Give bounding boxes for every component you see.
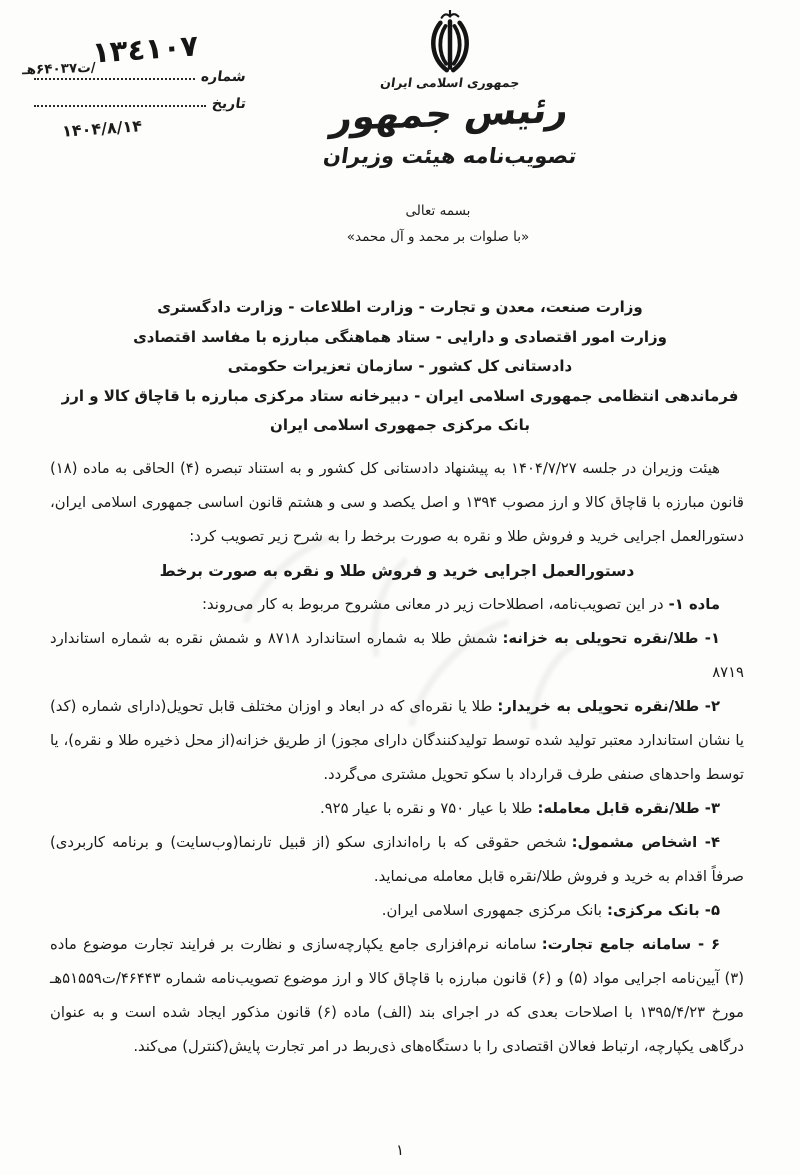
definition-item-3 bbox=[50, 792, 744, 826]
iran-coat-of-arms-icon bbox=[413, 10, 487, 74]
page-number: ۱ bbox=[395, 1141, 405, 1159]
definition-2-term: ۲- طلا/نقره تحویلی به خریدار: bbox=[497, 698, 720, 715]
invocation-block bbox=[38, 203, 800, 245]
registration-stamp-number: ١٣٤١٠٧ bbox=[90, 28, 200, 70]
directive-title: دستورالعمل اجرایی خرید و فروش طلا و نقره به صورت برخط bbox=[159, 562, 635, 580]
date-dotted-leader bbox=[34, 104, 206, 107]
definition-5-term: ۵- بانک مرکزی: bbox=[607, 902, 720, 919]
recipient-line: بانک مرکزی جمهوری اسلامی ایران bbox=[270, 416, 530, 434]
number-label: شماره bbox=[200, 69, 248, 85]
date-label: تاریخ bbox=[210, 96, 248, 112]
article-1-paragraph bbox=[50, 588, 744, 622]
article-1-text: در این تصویب‌نامه، اصطلاحات زیر در معانی مشروح مربوط به کار می‌روند: bbox=[202, 596, 664, 613]
preamble-paragraph: هیئت وزیران در جلسه ۱۴۰۴/۷/۲۷ به پیشنهاد دادستانی کل کشور و به استناد تبصره (۴) الحاقی به ماده (۱۸) قانون مبارزه با قاچاق کالا و ارز مصوب ۱۳۹۴ و اصل یکصد و سی و هشتم قانون اساسی جمهوری اسلامی ایران، دستورالعمل اجرایی خرید و فروش طلا و نقره به صورت برخط را به شرح زیر تصویب کرد: bbox=[50, 460, 744, 545]
definition-2-text: طلا یا نقره‌ای که در ابعاد و اوزان مختلف قابل تحویل(دارای شماره (کد) یا نشان استاندارد معتبر تولید شده توسط تولیدکنندگان دارای مجوز) از طریق خزانه(از محل ذخیره طلا و نقره)، یا توسط واحدهای صنفی طرف قرارداد با سکو تحویل مشتری می‌گردد. bbox=[50, 698, 744, 783]
letterhead bbox=[300, 10, 600, 168]
recipient-line: دادستانی کل کشور - سازمان تعزیرات حکومتی bbox=[227, 357, 573, 375]
definition-3-text: طلا با عیار ۷۵۰ و نقره با عیار ۹۲۵. bbox=[319, 800, 533, 817]
definition-3-term: ۳- طلا/نقره قابل معامله: bbox=[537, 800, 720, 817]
recipient-line: فرماندهی انتظامی جمهوری اسلامی ایران - دبیرخانه ستاد مرکزی مبارزه با قاچاق کالا و ارز bbox=[61, 386, 739, 405]
definition-6-term: ۶ - سامانه جامع تجارت: bbox=[541, 936, 721, 953]
salawat: «با صلوات بر محمد و آل محمد» bbox=[346, 229, 530, 245]
recipient-line: وزارت صنعت، معدن و تجارت - وزارت اطلاعات - وزارت دادگستری bbox=[157, 298, 643, 316]
besmeleh: بسمه تعالی bbox=[405, 203, 471, 219]
definition-item-4 bbox=[50, 826, 744, 894]
definition-4-text: شخص حقوقی که با راه‌اندازی سکو (از قبیل تارنما(وب‌سایت) و برنامه کاربردی) صرفاً اقدام به خرید و فروش طلا/نقره قابل معامله می‌نماید. bbox=[50, 834, 744, 885]
definition-1-term: ۱- طلا/نقره تحویلی به خزانه: bbox=[502, 630, 720, 647]
article-1-label: ماده ۱- bbox=[668, 596, 720, 613]
recipient-line: وزارت امور اقتصادی و دارایی - ستاد هماهنگی مبارزه با مفاسد اقتصادی bbox=[133, 327, 667, 346]
definition-item-1 bbox=[50, 622, 744, 690]
number-dotted-leader bbox=[34, 77, 195, 80]
definition-4-term: ۴- اشخاص مشمول: bbox=[571, 834, 720, 851]
definition-5-text: بانک مرکزی جمهوری اسلامی ایران. bbox=[381, 902, 603, 919]
date-row bbox=[34, 85, 246, 112]
definition-item-2 bbox=[50, 690, 744, 792]
office-title-calligraphy: رئیس جمهور bbox=[328, 87, 572, 140]
definition-1-text: شمش طلا به شماره استاندارد ۸۷۱۸ و شمش نقره به شماره استاندارد ۸۷۱۹ bbox=[50, 630, 744, 681]
definition-item-5 bbox=[50, 894, 744, 928]
org-name: جمهوری اسلامی ایران bbox=[379, 75, 521, 90]
definition-item-6 bbox=[50, 928, 744, 1064]
document-body bbox=[50, 452, 744, 1064]
document-type-calligraphy: تصویب‌نامه هیئت وزیران bbox=[321, 144, 579, 168]
reference-block bbox=[21, 28, 248, 141]
definition-6-text: سامانه نرم‌افزاری جامع یکپارچه‌سازی و نظارت بر فرایند تجارت موضوع ماده (۳) آیین‌نامه اجرایی مواد (۵) و (۶) قانون مبارزه با قاچاق کالا و ارز موضوع تصویب‌نامه شماره ۴۶۴۴۳/ت۵۱۵۵۹هـ مورخ ۱۳۹۵/۴/۲۳ با اصلاحات بعدی که در اجرای بند (الف) ماده (۶) قانون مذکور ایجاد شده است و به عنوان درگاهی یکپارچه، ارتباط فعالان اقتصادی را با دستگاه‌های ذی‌ربط در امر تجارت پایش(کنترل) می‌کند. bbox=[50, 936, 744, 1055]
recipients-list bbox=[0, 293, 800, 441]
handwritten-date-value: ۱۴۰۴/۸/۱۴ bbox=[61, 116, 143, 141]
handwritten-number-value: /ت۶۴۰۳۷هـ bbox=[21, 59, 96, 79]
